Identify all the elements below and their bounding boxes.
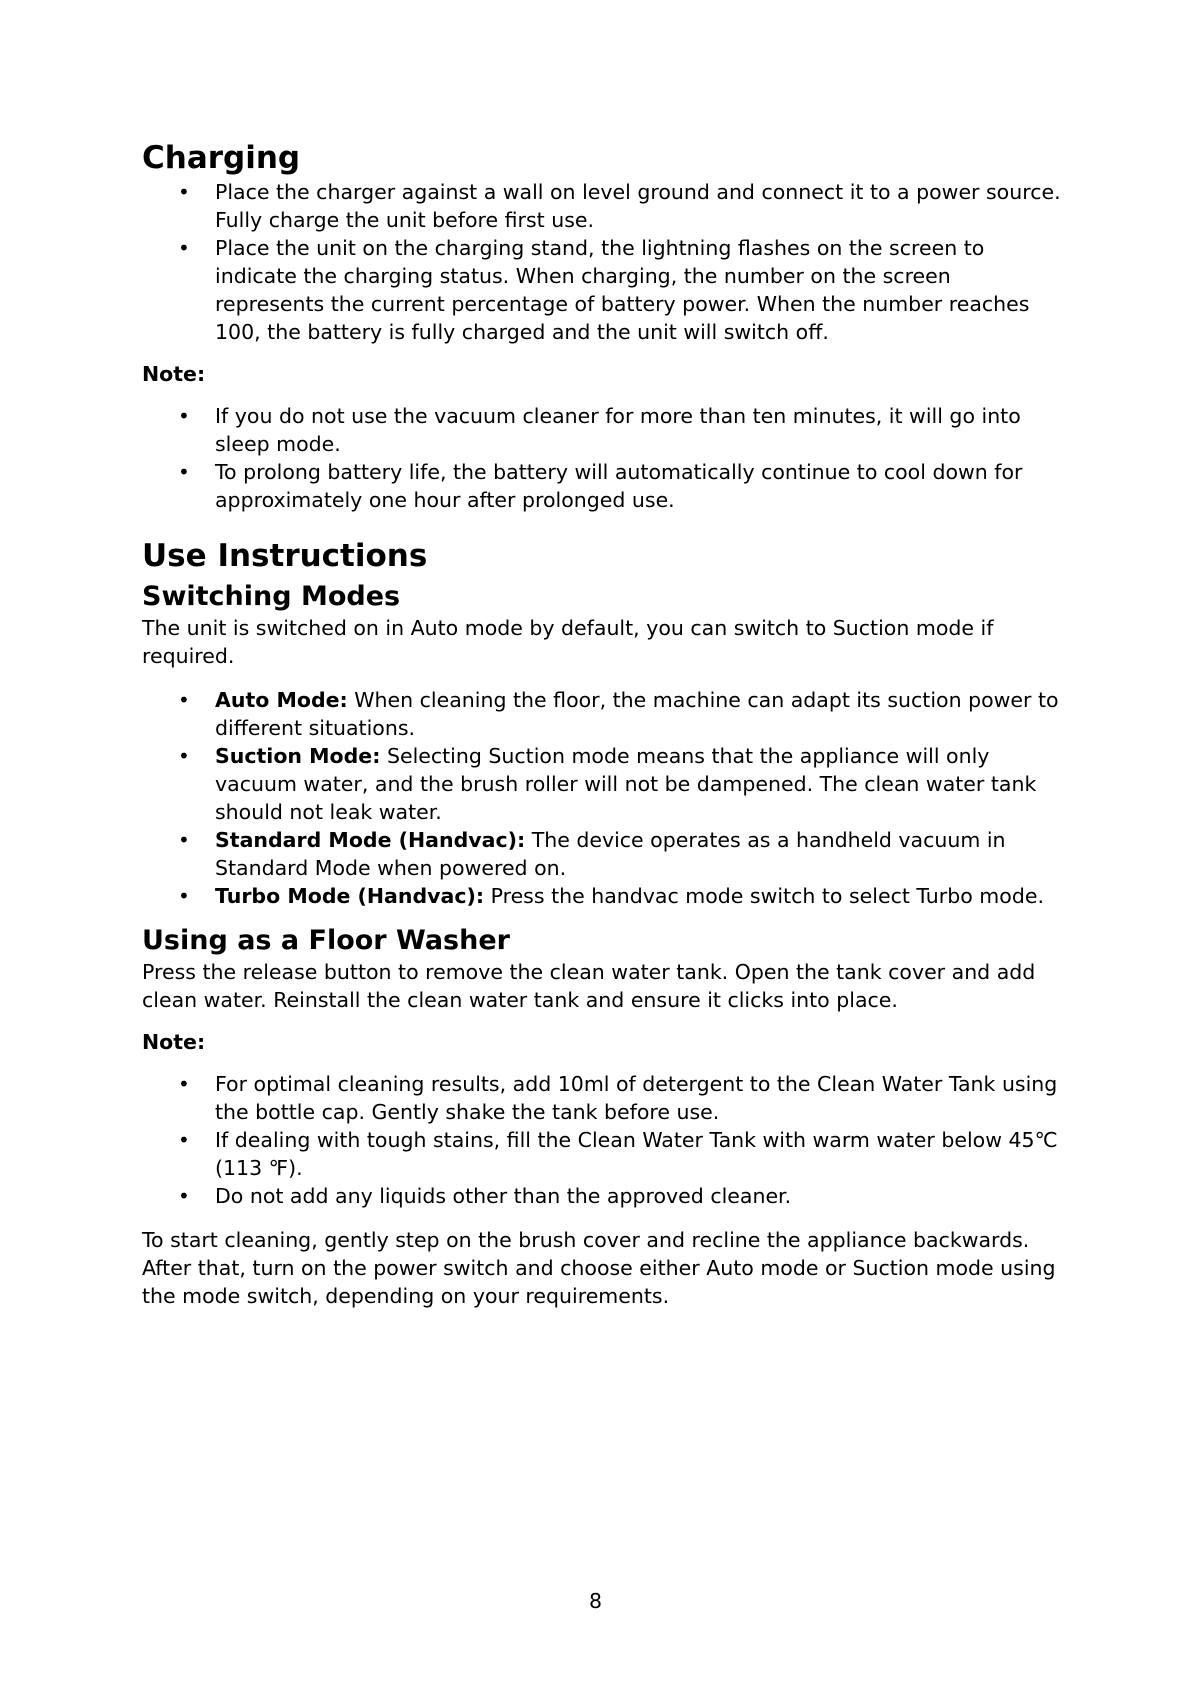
modes-list (142, 686, 1062, 910)
mode-text: Selecting Suction mode means that the appliance will only vacuum water, and the brush roller will not be dampened. The clean water tank should not leak water. (215, 744, 1037, 824)
charging-list (142, 178, 1062, 346)
list-item: • If you do not use the vacuum cleaner for more than ten minutes, it will go into sleep mode. (142, 402, 1062, 458)
list-item: • For optimal cleaning results, add 10ml of detergent to the Clean Water Tank using the bottle cap. Gently shake the tank before use. (142, 1070, 1062, 1126)
floor-washer-note-list (142, 1070, 1062, 1210)
mode-text: When cleaning the floor, the machine can adapt its suction power to different situations. (215, 688, 1059, 740)
list-item (142, 742, 1062, 826)
note-label: Note: (142, 1030, 206, 1054)
floor-washer-heading: Using as a Floor Washer (142, 925, 510, 956)
switching-intro: The unit is switched on in Auto mode by default, you can switch to Suction mode if required. (142, 616, 994, 668)
mode-term: Standard Mode (Handvac): (215, 828, 526, 852)
list-item (142, 826, 1062, 882)
mode-text: Press the handvac mode switch to select Turbo mode. (484, 884, 1044, 908)
note-label: Note: (142, 362, 206, 386)
list-item: • Place the charger against a wall on level ground and connect it to a power source. Fully charge the unit before first use. (142, 178, 1062, 234)
charging-note-list (142, 402, 1062, 514)
mode-text: The device operates as a handheld vacuum in Standard Mode when powered on. (215, 828, 1006, 880)
mode-term: Suction Mode: (215, 744, 381, 768)
mode-term: Auto Mode: (215, 688, 348, 712)
list-item (142, 882, 1062, 910)
list-item: • To prolong battery life, the battery will automatically continue to cool down for approximately one hour after prolonged use. (142, 458, 1062, 514)
closing-paragraph: To start cleaning, gently step on the brush cover and recline the appliance backwards. After that, turn on the power switch and choose either Auto mode or Suction mode using the mode switch, depending on your requirements. (142, 1228, 1056, 1308)
use-instructions-heading: Use Instructions (142, 538, 428, 574)
list-item: • Do not add any liquids other than the approved cleaner. (142, 1182, 1062, 1210)
list-item: • Place the unit on the charging stand, the lightning flashes on the screen to indicate the charging status. When charging, the number on the screen represents the current percentage of battery power. When the number reaches 100, the battery is fully charged and the unit will switch off. (142, 234, 1062, 346)
switching-modes-heading: Switching Modes (142, 581, 401, 612)
charging-heading: Charging (142, 140, 301, 176)
list-item: • If dealing with tough stains, fill the Clean Water Tank with warm water below 45℃ (113 ℉). (142, 1126, 1062, 1182)
list-item (142, 686, 1062, 742)
page-content (142, 138, 1062, 1310)
mode-term: Turbo Mode (Handvac): (215, 884, 485, 908)
floor-washer-intro: Press the release button to remove the clean water tank. Open the tank cover and add clean water. Reinstall the clean water tank and ensure it clicks into place. (142, 960, 1036, 1012)
page-number: 8 (588, 1589, 603, 1613)
